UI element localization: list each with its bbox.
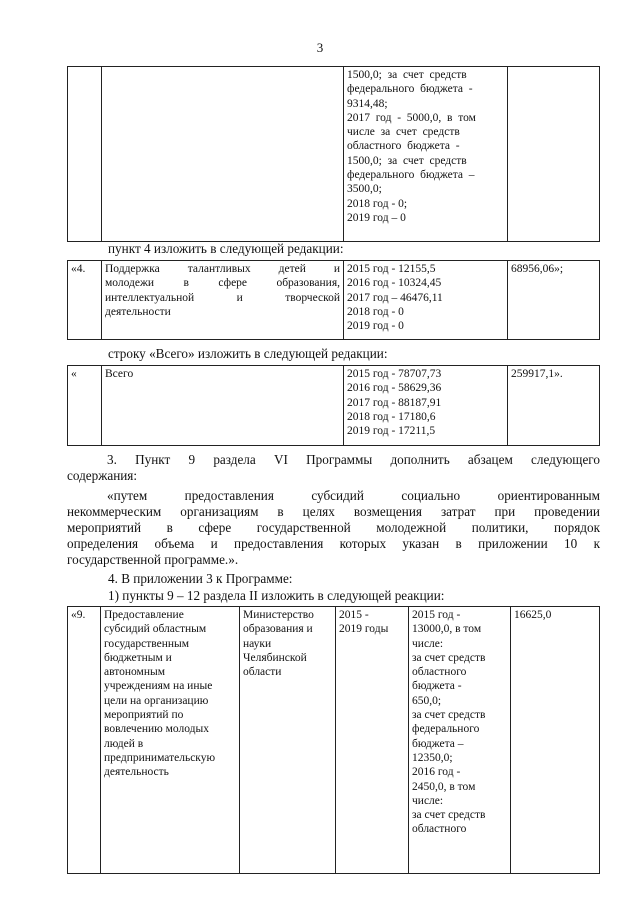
funding-line: 3500,0; (347, 183, 382, 196)
funding-line: 2450,0, в том (412, 780, 476, 793)
funding-line: 2016 год - (412, 766, 461, 779)
total-amount: 16625,0 (511, 607, 600, 874)
year-line: 2019 год - 17211,5 (347, 425, 436, 438)
heading-point4: пункт 4 изложить в следующей редакции: (108, 241, 344, 256)
table-cell (68, 67, 102, 242)
desc-line: деятельность (104, 766, 169, 779)
funding-line: за счет средств (412, 709, 486, 722)
year-line: 2017 год – 46476,11 (347, 291, 443, 304)
year-line: 2019 год - 0 (347, 320, 404, 333)
funding-line: федерального бюджета - (347, 83, 473, 96)
total-label: Всего (102, 366, 344, 446)
funding-years (344, 261, 508, 340)
executor-line: образования и (243, 623, 313, 636)
desc-line: бюджетным и (104, 651, 172, 664)
funding-line: 2015 год - (412, 609, 461, 621)
desc-line: мероприятий по (104, 709, 184, 722)
funding-line: 1500,0; за счет средств (347, 69, 467, 81)
funding-line: федерального (412, 723, 480, 736)
funding-cell (344, 67, 508, 242)
funding-line: 12350,0; (412, 751, 453, 764)
page-number: 3 (316, 40, 324, 55)
funding-line: 1500,0; за счет средств (347, 154, 467, 167)
executor (240, 607, 336, 874)
row-number: «4. (68, 261, 102, 340)
funding-line: 2017 год - 5000,0, в том (347, 111, 476, 124)
table-cell (102, 67, 344, 242)
row-number: « (68, 366, 102, 446)
table-cell (508, 67, 600, 242)
quote-line: определения объема и предоставления которых указан в приложении 10 к (67, 536, 600, 551)
paragraph-3-cont: содержания: (67, 468, 138, 483)
funding-line: 9314,48; (347, 97, 388, 110)
funding-line: 2018 год - 0; (347, 197, 408, 210)
table-appendix3 (67, 606, 600, 874)
desc-line: автономным (104, 666, 165, 679)
funding-line: 2019 год – 0 (347, 211, 406, 224)
funding-line: 13000,0, в том (412, 623, 482, 636)
table-total (67, 365, 600, 446)
funding-line: числе: (412, 637, 444, 650)
desc-line: людей в (104, 737, 144, 750)
funding-years (344, 366, 508, 446)
funding-line: бюджета - (412, 680, 462, 693)
year-line: 2016 год - 58629,36 (347, 382, 442, 395)
funding-line: бюджета – (412, 737, 464, 750)
period (336, 607, 409, 874)
total-amount: 259917,1». (508, 366, 600, 446)
measure-name (102, 261, 344, 340)
year-line: 2016 год - 10324,45 (347, 277, 442, 290)
desc-line: вовлечению молодых (104, 723, 209, 736)
quote-line: некоммерческим организациям в целях возмещения затрат при проведении (67, 504, 600, 519)
paragraph-4-sub: 1) пункты 9 – 12 раздела II изложить в следующей реакции: (108, 588, 445, 603)
year-line: 2018 год - 17180,6 (347, 410, 436, 423)
funding-line: за счет средств (412, 651, 486, 664)
executor-line: науки (243, 637, 272, 650)
year-line: 2018 год - 0 (347, 305, 404, 318)
measure-description (101, 607, 240, 874)
funding-line: числе: (412, 794, 444, 807)
total-amount: 68956,06»; (508, 261, 600, 340)
name-line: Поддержка талантливых детей и (105, 263, 340, 275)
table-continuation (67, 66, 600, 242)
year-line: 2017 год - 88187,91 (347, 396, 442, 409)
funding-line: числе за счет средств (347, 126, 460, 139)
period-line: 2019 годы (339, 623, 389, 636)
funding-line: федерального бюджета – (347, 169, 475, 182)
funding-line: областного (412, 823, 467, 836)
funding-line: областного бюджета - (347, 140, 460, 153)
desc-line: государственным (104, 637, 190, 650)
name-line: деятельности (105, 305, 171, 318)
quote-line: «путем предоставления субсидий социально ориентированным (107, 488, 600, 503)
table-point4 (67, 260, 600, 340)
funding-line: 650,0; (412, 694, 442, 707)
heading-total: строку «Всего» изложить в следующей редакции: (108, 346, 388, 361)
executor-line: Челябинской (243, 651, 307, 664)
paragraph-4: 4. В приложении 3 к Программе: (108, 571, 293, 586)
desc-line: учреждениям на иные (104, 680, 213, 693)
name-line: молодежи в сфере образования, (105, 277, 340, 290)
name-line: интеллектуальной и творческой (105, 291, 340, 304)
quote-last: государственной программе.». (67, 552, 239, 567)
desc-line: цели на организацию (104, 694, 209, 707)
funding-line: областного (412, 666, 467, 679)
desc-line: Предоставление (104, 609, 184, 621)
year-line: 2015 год - 78707,73 (347, 368, 442, 380)
year-line: 2015 год - 12155,5 (347, 263, 436, 275)
row-number: «9. (68, 607, 101, 874)
funding (409, 607, 511, 874)
paragraph-3: 3. Пункт 9 раздела VI Программы дополнить абзацем следующего (107, 452, 600, 467)
executor-line: области (243, 666, 282, 679)
funding-line: за счет средств (412, 809, 486, 822)
desc-line: предпринимательскую (104, 751, 216, 764)
quote-line: мероприятий в сфере государственной молодежной политики, порядок (67, 520, 600, 535)
period-line: 2015 - (339, 609, 369, 621)
executor-line: Министерство (243, 609, 314, 621)
desc-line: субсидий областным (104, 623, 207, 636)
